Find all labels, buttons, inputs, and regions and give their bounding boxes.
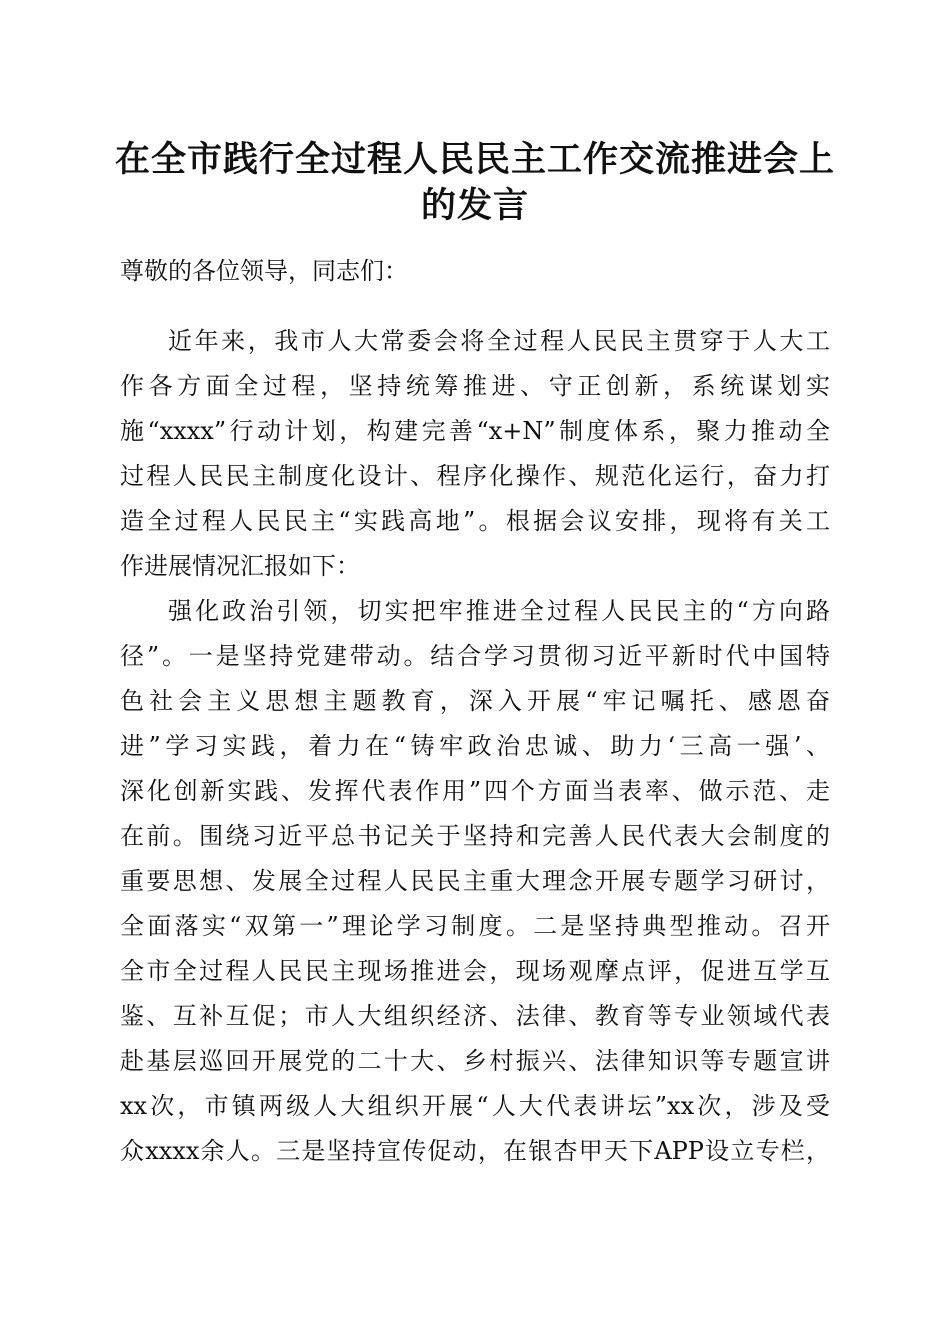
text-line: 鉴、互补互促；市人大组织经济、法律、教育等专业领域代表 (120, 1002, 830, 1030)
text-line: 作各方面全过程，坚持统筹推进、守正创新，系统谋划实 (120, 372, 830, 400)
text-line: 众xxxx余人。三是坚持宣传促动，在银杏甲天下APP设立专栏， (120, 1137, 830, 1165)
text-line: 径”。一是坚持党建带动。结合学习贯彻习近平新时代中国特 (120, 642, 830, 670)
text-line: 强化政治引领，切实把牢推进全过程人民民主的“方向路 (168, 597, 830, 625)
greeting: 尊敬的各位领导，同志们： (120, 257, 408, 285)
title-line-1: 在全市践行全过程人民民主工作交流推进会上 (114, 139, 835, 180)
title-line-2: 的发言 (420, 185, 529, 226)
text-line: 全市全过程人民民主现场推进会，现场观摩点评，促进互学互 (120, 957, 830, 985)
text-line: 近年来，我市人大常委会将全过程人民民主贯穿于人大工 (168, 327, 830, 355)
text-line: 过程人民民主制度化设计、程序化操作、规范化运行，奋力打 (120, 462, 830, 490)
text-line: 造全过程人民民主“实践高地”。根据会议安排，现将有关工 (120, 507, 830, 535)
text-line: 施“xxxx”行动计划，构建完善“x+N”制度体系，聚力推动全 (120, 417, 830, 445)
text-line: 赴基层巡回开展党的二十大、乡村振兴、法律知识等专题宣讲 (120, 1047, 830, 1075)
text-line: xx次，市镇两级人大组织开展“人大代表讲坛”xx次，涉及受 (120, 1092, 830, 1120)
text-line: 在前。围绕习近平总书记关于坚持和完善人民代表大会制度的 (120, 822, 830, 850)
text-line: 深化创新实践、发挥代表作用”四个方面当表率、做示范、走 (120, 777, 830, 805)
text-line: 作进展情况汇报如下： (120, 552, 360, 580)
text-line: 色社会主义思想主题教育，深入开展“牢记嘱托、感恩奋 (120, 687, 830, 715)
text-line: 重要思想、发展全过程人民民主重大理念开展专题学习研讨， (120, 867, 830, 895)
text-line: 进”学习实践，着力在“铸牢政治忠诚、助力‘三高一强’、 (120, 732, 830, 760)
text-line: 全面落实“双第一”理论学习制度。二是坚持典型推动。召开 (120, 912, 830, 940)
